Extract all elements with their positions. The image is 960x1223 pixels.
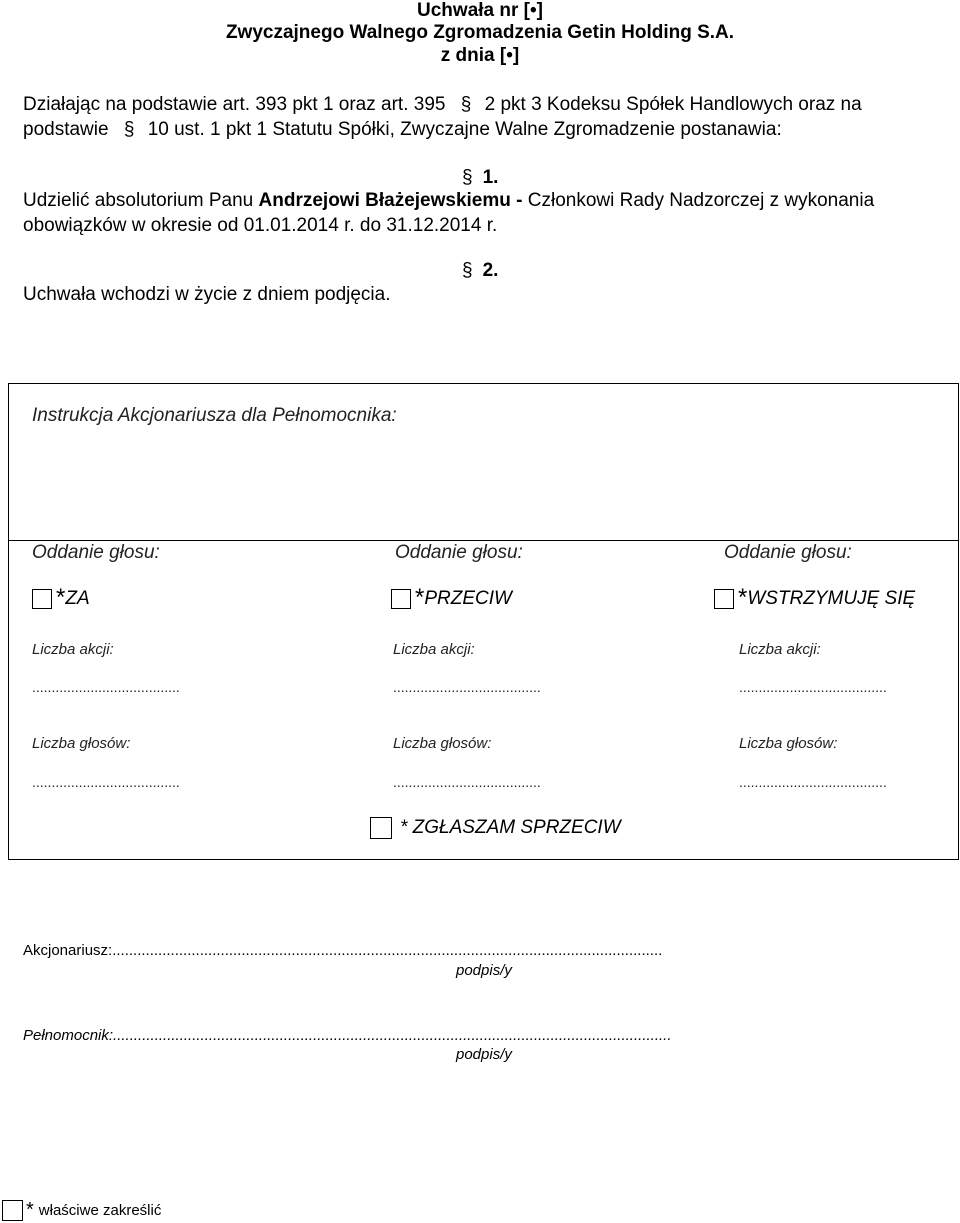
votes-field[interactable]: ...................................... (739, 774, 887, 790)
paragraph-icon: § (462, 260, 473, 281)
paragraph-icon: § (462, 167, 473, 188)
shares-label: Liczba akcji: (32, 641, 114, 658)
section-1-text-a: Udzielić absolutorium Panu (23, 190, 259, 211)
preamble-text: Działając na podstawie art. 393 pkt 1 oraz art. 395 (23, 94, 446, 115)
section-1-text (23, 190, 874, 212)
proxy-signature-caption: podpis/y (456, 1046, 512, 1063)
section-number: 2. (482, 260, 499, 281)
vote-option-label: ZA (65, 588, 90, 609)
proxy-signature-line[interactable]: Pełnomocnik:...................................................................................................................................... (23, 1027, 672, 1044)
votes-label: Liczba głosów: (739, 735, 838, 752)
shareholder-signature-line[interactable]: Akcjonariusz:.................................................................................................................................... (23, 942, 663, 959)
star-mark: * (738, 584, 748, 611)
vote-option-label: WSTRZYMUJĘ SIĘ (747, 588, 916, 609)
votes-label: Liczba głosów: (32, 735, 131, 752)
preamble-text: podstawie (23, 119, 109, 140)
vote-option-abstain[interactable] (714, 584, 916, 616)
section-1-period: obowiązków w okresie od 01.01.2014 r. do 31.12.2014 r. (23, 215, 498, 236)
vote-heading: Oddanie głosu: (724, 542, 852, 563)
shareholder-signature-caption: podpis/y (456, 962, 512, 979)
vote-option-oppose[interactable] (370, 817, 621, 839)
preamble-line-1 (23, 94, 862, 116)
resolution-number: Uchwała nr [•] (417, 0, 543, 21)
footnote-text: właściwe zakreślić (38, 1202, 162, 1219)
checkbox-against[interactable] (391, 589, 411, 609)
oppose-label: * ZGŁASZAM SPRZECIW (400, 817, 621, 839)
vote-option-label: PRZECIW (424, 588, 512, 609)
preamble-text: 2 pkt 3 Kodeksu Spółek Handlowych oraz na (484, 94, 862, 115)
vote-heading: Oddanie głosu: (32, 542, 160, 563)
checkbox-abstain[interactable] (714, 589, 734, 609)
votes-label: Liczba głosów: (393, 735, 492, 752)
resolution-date: z dnia [•] (440, 45, 520, 66)
shares-field[interactable]: ...................................... (739, 679, 887, 695)
vote-option-for[interactable] (32, 584, 90, 616)
shares-field[interactable]: ...................................... (32, 679, 180, 695)
star-mark: * (415, 584, 425, 611)
star-mark: * (26, 1199, 34, 1221)
votes-field[interactable]: ...................................... (32, 774, 180, 790)
footnote (2, 1199, 161, 1222)
vote-option-against[interactable] (391, 584, 512, 616)
paragraph-icon: § (123, 119, 135, 140)
paragraph-icon: § (460, 94, 472, 115)
instruction-box (8, 383, 959, 860)
vote-heading: Oddanie głosu: (395, 542, 523, 563)
preamble-line-2 (23, 119, 782, 141)
section-2-text: Uchwała wchodzi w życie z dniem podjęcia. (23, 284, 391, 305)
star-mark: * (56, 584, 66, 611)
votes-field[interactable]: ...................................... (393, 774, 541, 790)
shares-field[interactable]: ...................................... (393, 679, 541, 695)
checkbox-oppose[interactable] (370, 817, 392, 839)
section-1-heading (462, 167, 498, 189)
checkbox-example (2, 1200, 23, 1221)
shares-label: Liczba akcji: (739, 641, 821, 658)
member-name: Andrzejowi Błażejewskiemu - (258, 190, 523, 211)
instruction-title: Instrukcja Akcjonariusza dla Pełnomocnika: (32, 405, 397, 426)
section-number: 1. (482, 167, 499, 188)
section-1-text-b: Członkowi Rady Nadzorczej z wykonania (522, 190, 875, 211)
checkbox-for[interactable] (32, 589, 52, 609)
meeting-name: Zwyczajnego Walnego Zgromadzenia Getin Holding S.A. (225, 22, 735, 43)
section-2-heading (462, 260, 498, 282)
shares-label: Liczba akcji: (393, 641, 475, 658)
preamble-text: 10 ust. 1 pkt 1 Statutu Spółki, Zwyczajne Walne Zgromadzenie postanawia: (147, 119, 782, 140)
instruction-divider (9, 540, 958, 541)
